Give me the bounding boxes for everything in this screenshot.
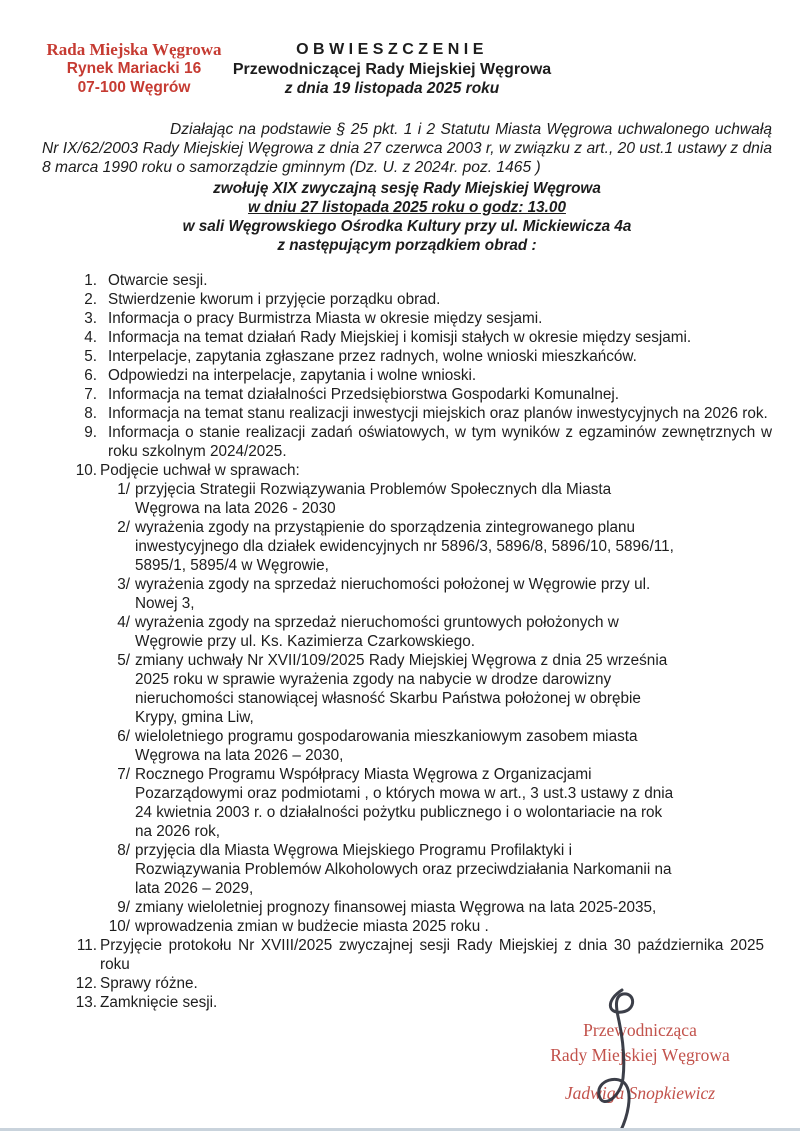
agenda-subitem [88, 765, 772, 841]
agenda-item-text: Przyjęcie protokołu Nr XVIII/2025 zwyczajnej sesji Rady Miejskiej z dnia 30 października 2025 roku [100, 937, 764, 973]
agenda-subitem [88, 898, 772, 917]
agenda-item-text: Informacja o pracy Burmistrza Miasta w okresie między sesjami. [108, 310, 543, 327]
signature-title-line-2: Rady Miejskiej Węgrowa [550, 1045, 730, 1065]
agenda-item-text: Informacja na temat działalności Przedsiębiorstwa Gospodarki Komunalnej. [108, 386, 619, 403]
convocation-line-4: z następującym porządkiem obrad : [277, 237, 537, 254]
agenda-item-text: Interpelacje, zapytania zgłaszane przez radnych, wolne wnioski mieszkańców. [108, 348, 637, 365]
agenda-subitem-text: Rocznego Programu Współpracy Miasta Węgrowa z Organizacjami Pozarządowymi oraz podmiotami , o których mowa w art., 3 ust.3 ustawy z dnia 24 kwietnia 2003 r. o działalności pożytku publicznego i o wolontariacie na rok na 2026 rok, [135, 766, 674, 840]
agenda-item-text: Sprawy różne. [100, 975, 198, 992]
convocation-line-2-date-time: w dniu 27 listopada 2025 roku o godz: 13.00 [248, 199, 566, 216]
stamp-line-1: Rada Miejska Węgrowa [46, 40, 222, 59]
agenda-subitem-number: 8/ [117, 842, 130, 859]
convocation-line-3-venue: w sali Węgrowskiego Ośrodka Kultury przy ul. Mickiewicza 4a [182, 218, 632, 235]
agenda-subitem [88, 727, 772, 765]
agenda-item [55, 385, 772, 404]
agenda-item [55, 993, 772, 1012]
agenda-subitem-number: 5/ [117, 652, 130, 669]
agenda-item-number: 11. [76, 937, 97, 954]
agenda-subitem-number: 7/ [117, 766, 130, 783]
agenda-item [55, 461, 772, 480]
agenda-subitem-text: zmiany uchwały Nr XVII/109/2025 Rady Miejskiej Węgrowa z dnia 25 września 2025 roku w sprawie wyrażenia zgody na nabycie w drodze darowizny nieruchomości stanowiącej własność Skarbu Państwa położonej w obrębie Krypy, gmina Liw, [135, 652, 668, 726]
agenda-subitem-text: wyrażenia zgody na sprzedaż nieruchomości gruntowych położonych w Węgrowie przy ul. Ks. Kazimierza Czarkowskiego. [135, 614, 619, 650]
agenda-item-text: Odpowiedzi na interpelacje, zapytania i wolne wnioski. [108, 367, 477, 384]
agenda-item [55, 328, 772, 347]
agenda-subitem [88, 917, 772, 936]
agenda-item-text: Informacja o stanie realizacji zadań oświatowych, w tym wyników z egzaminów zewnętrznych w roku szkolnym 2024/2025. [108, 424, 772, 460]
stamp-line-2: Rynek Mariacki 16 [66, 60, 202, 77]
convocation-block [42, 179, 772, 255]
agenda-item [55, 290, 772, 309]
signature-name: Jadwiga Snopkiewicz [564, 1083, 716, 1103]
agenda-subitem-text: przyjęcia Strategii Rozwiązywania Problemów Społecznych dla Miasta Węgrowa na lata 2026 - 2030 [135, 481, 612, 517]
agenda-subitem-text: wieloletniego programu gospodarowania mieszkaniowym zasobem miasta Węgrowa na lata 2026 – 2030, [135, 728, 638, 764]
agenda-list [55, 271, 772, 1012]
intro-paragraph: Działając na podstawie § 25 pkt. 1 i 2 Statutu Miasta Węgrowa uchwalonego uchwałą Nr IX/62/2003 Rady Miejskiej Węgrowa z dnia 27 czerwca 2003 r, w związku z art., 20 ust.1 ustawy z dnia 8 marca 1990 roku o samorządzie gminnym (Dz. U. z 2024r. poz. 1465 ) [42, 121, 772, 176]
agenda-subitem-number: 9/ [117, 899, 130, 916]
document-body [42, 120, 772, 1012]
agenda-subitem-text: przyjęcia dla Miasta Węgrowa Miejskiego Programu Profilaktyki i Rozwiązywania Problemów Alkoholowych oraz przeciwdziałania Narkomanii na lata 2026 – 2029, [135, 842, 672, 897]
agenda-item-number: 2. [84, 291, 97, 308]
agenda-item-text: Informacja na temat stanu realizacji inwestycji miejskich oraz planów inwestycyjnych na 2026 rok. [108, 405, 768, 422]
announcement-title: OBWIESZCZENIE [296, 41, 488, 58]
agenda-item-number: 1. [84, 272, 97, 289]
agenda-subitem-text: wprowadzenia zmian w budżecie miasta 2025 roku . [135, 918, 489, 935]
agenda-item-number: 3. [84, 310, 97, 327]
document-heading [0, 40, 784, 99]
agenda-subitem-number: 6/ [117, 728, 130, 745]
agenda-item-number: 7. [84, 386, 97, 403]
announcement-date: z dnia 19 listopada 2025 roku [284, 80, 500, 97]
agenda-subitem-text: wyrażenia zgody na przystąpienie do sporządzenia zintegrowanego planu inwestycyjnego dla działek ewidencyjnych nr 5896/3, 5896/8, 5896/10, 5896/11, 5895/1, 5895/4 w Węgrowie, [135, 519, 674, 574]
agenda-subitem-text: zmiany wieloletniej prognozy finansowej miasta Węgrowa na lata 2025-2035, [135, 899, 657, 916]
handwritten-signature [578, 986, 660, 1131]
agenda-item [55, 347, 772, 366]
agenda-item-text: Podjęcie uchwał w sprawach: [100, 462, 300, 479]
agenda-item-number: 10. [75, 462, 97, 479]
convocation-line-1: zwołuję XIX zwyczajną sesję Rady Miejskiej Węgrowa [213, 180, 601, 197]
agenda-item-number: 12. [75, 975, 97, 992]
agenda-item-text: Otwarcie sesji. [108, 272, 208, 289]
agenda-subitem [88, 613, 772, 651]
agenda-subitem-number: 10/ [108, 918, 130, 935]
agenda-item-text: Informacja na temat działań Rady Miejskiej i komisji stałych w okresie między sesjami. [108, 329, 692, 346]
agenda-item-number: 6. [84, 367, 97, 384]
stamp-line-3: 07-100 Węgrów [77, 79, 191, 96]
agenda-subitem [88, 651, 772, 727]
agenda-item-number: 5. [84, 348, 97, 365]
agenda-item-number: 9. [84, 424, 97, 441]
agenda-subitem [88, 480, 772, 518]
agenda-item-number: 4. [84, 329, 97, 346]
agenda-subitem-number: 2/ [117, 519, 130, 536]
agenda-item [55, 404, 772, 423]
signature-title-line-1: Przewodnicząca [583, 1020, 697, 1040]
agenda-subitem-number: 3/ [117, 576, 130, 593]
agenda-item [55, 271, 772, 290]
agenda-item [55, 423, 772, 461]
agenda-item-number: 13. [75, 994, 97, 1011]
announcement-subtitle: Przewodniczącej Rady Miejskiej Węgrowa [232, 60, 552, 78]
agenda-item-text: Stwierdzenie kworum i przyjęcie porządku obrad. [108, 291, 441, 308]
resolutions-sublist [88, 480, 772, 936]
agenda-item [55, 309, 772, 328]
agenda-item-number: 8. [84, 405, 97, 422]
agenda-item [55, 366, 772, 385]
agenda-subitem-number: 4/ [117, 614, 130, 631]
agenda-subitem-number: 1/ [117, 481, 130, 498]
agenda-subitem [88, 841, 772, 898]
agenda-subitem [88, 518, 772, 575]
agenda-item [55, 936, 772, 974]
agenda-subitem-text: wyrażenia zgody na sprzedaż nieruchomości położonej w Węgrowie przy ul. Nowej 3, [135, 576, 651, 612]
agenda-item-text: Zamknięcie sesji. [100, 994, 218, 1011]
agenda-subitem [88, 575, 772, 613]
agenda-item [55, 974, 772, 993]
